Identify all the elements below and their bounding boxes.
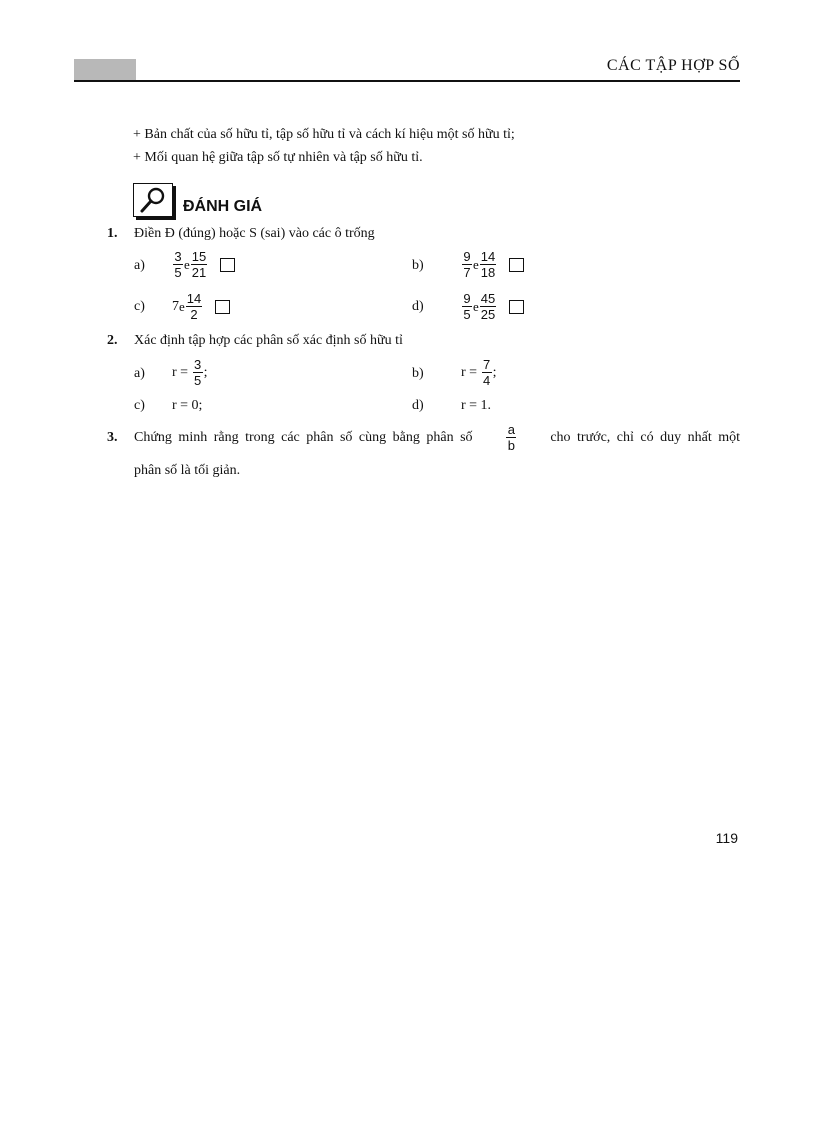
answer-box[interactable] xyxy=(509,258,524,272)
running-header-title: CÁC TẬP HỢP SỐ xyxy=(606,57,740,74)
question-3-line-2: phân số là tối giản. xyxy=(134,463,241,478)
q2-d-expression: r = 1. xyxy=(461,398,492,413)
magnifier-icon xyxy=(133,183,173,217)
q2-a-expression: r = $\frac{3}{5}$ ; xyxy=(172,357,208,388)
answer-box[interactable] xyxy=(215,300,230,314)
question-3-fraction: $\frac{a}{b}$ xyxy=(507,422,516,453)
answer-box[interactable] xyxy=(220,258,235,272)
q1-c-label: c) xyxy=(134,299,145,314)
q2-b-label: b) xyxy=(412,366,424,381)
header-decor-bar xyxy=(74,59,136,81)
q2-d-label: d) xyxy=(412,398,424,413)
q1-a-expression: $\frac{3}{5}$ e $\frac{15}{21}$ xyxy=(172,249,235,280)
page-number: 119 xyxy=(715,830,738,846)
question-1-number: 1. xyxy=(107,226,118,241)
question-3-number: 3. xyxy=(107,430,118,445)
question-1-text: Điền Đ (đúng) hoặc S (sai) vào các ô trống xyxy=(134,226,375,241)
q1-a-label: a) xyxy=(134,258,145,273)
q1-b-expression: $\frac{9}{7}$ e $\frac{14}{18}$ xyxy=(461,249,524,280)
q2-b-expression: r = $\frac{7}{4}$ ; xyxy=(461,357,497,388)
q2-c-label: c) xyxy=(134,398,145,413)
q2-c-expression: r = 0; xyxy=(172,398,203,413)
q2-a-label: a) xyxy=(134,366,145,381)
q1-d-label: d) xyxy=(412,299,424,314)
question-3-line-1: Chứng minh rằng trong các phân số cùng bằng phân số $\frac{a}{b}$ cho trước, chỉ có duy nhất một xyxy=(134,422,740,453)
answer-box[interactable] xyxy=(509,300,524,314)
question-2-text: Xác định tập hợp các phân số xác định số hữu tỉ xyxy=(134,333,403,348)
q1-d-expression: $\frac{9}{5}$ e $\frac{45}{25}$ xyxy=(461,291,524,322)
intro-line-2: + Mối quan hệ giữa tập số tự nhiên và tập số hữu tỉ. xyxy=(133,150,423,165)
q1-b-label: b) xyxy=(412,258,424,273)
intro-line-1: + Bản chất của số hữu tỉ, tập số hữu tỉ và cách kí hiệu một số hữu tỉ; xyxy=(133,127,515,142)
q1-c-expression: 7 e $\frac{14}{2}$ xyxy=(172,291,230,322)
section-title: ĐÁNH GIÁ xyxy=(183,198,263,215)
question-2-number: 2. xyxy=(107,333,118,348)
header-rule xyxy=(74,80,740,82)
